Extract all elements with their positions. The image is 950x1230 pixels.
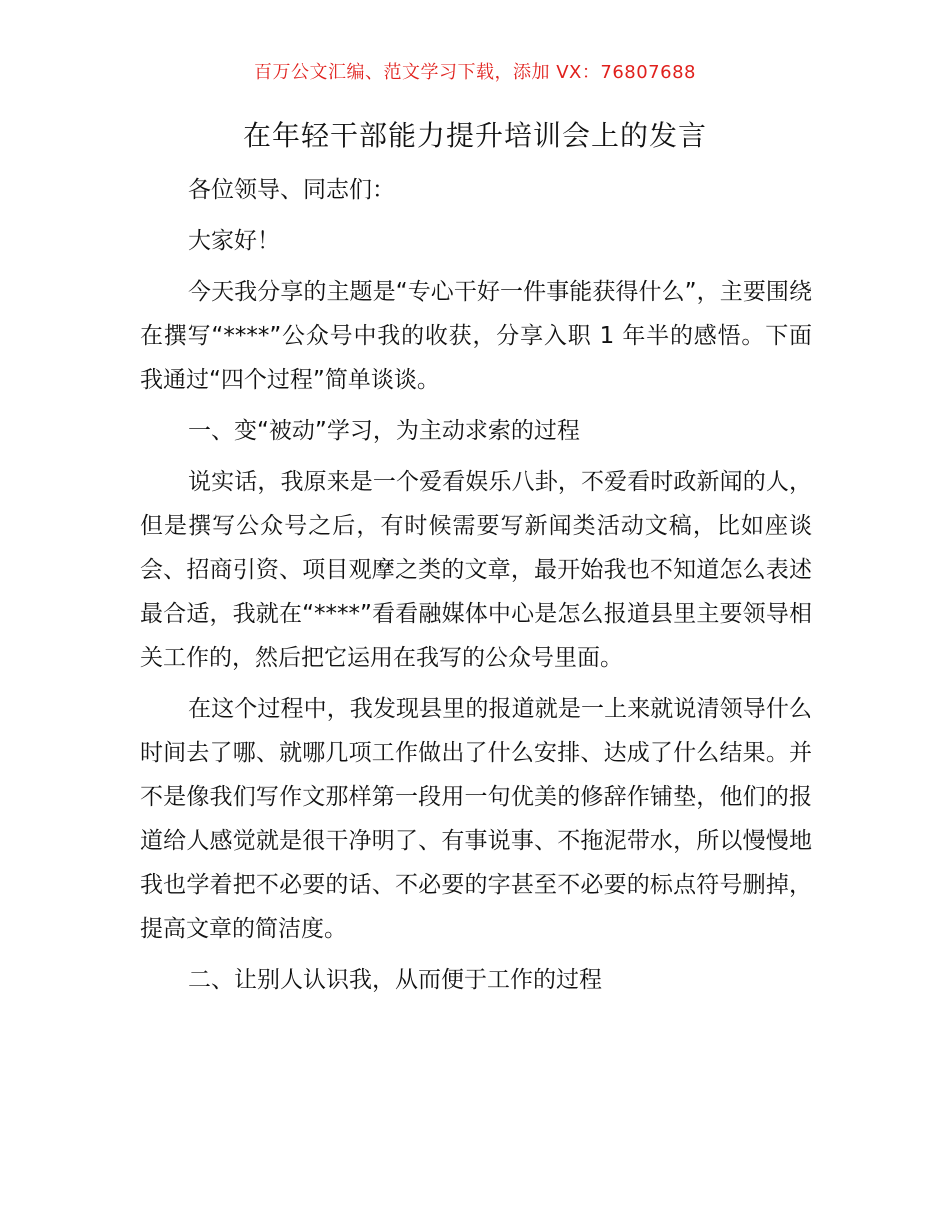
section-heading-2: 二、让别人认识我，从而便于工作的过程	[188, 967, 602, 993]
paragraph-section1-b: 在这个过程中，我发现县里的报道就是一上来就说清领导什么时间去了哪、就哪几项工作做出了什么安排、达成了什么结果。并不是像我们写作文那样第一段用一句优美的修辞作铺垫，他们的报道给人感觉就是很干净明了、有事说事、不拖泥带水，所以慢慢地我也学着把不必要的话、不必要的字甚至不必要的标点符号删掉，提高文章的简洁度。	[140, 696, 812, 942]
paragraph-intro: 今天我分享的主题是“专心干好一件事能获得什么”，主要围绕在撰写“****”公众号中我的收获，分享入职 1 年半的感悟。下面我通过“四个过程”简单谈谈。	[140, 279, 812, 393]
download-banner: 百万公文汇编、范文学习下载，添加 VX：76807688	[254, 62, 696, 83]
paragraph-section1-a: 说实话，我原来是一个爱看娱乐八卦，不爱看时政新闻的人，但是撰写公众号之后，有时候需要写新闻类活动文稿，比如座谈会、招商引资、项目观摩之类的文章，最开始我也不知道怎么表述最合适，我就在“****”看看融媒体中心是怎么报道县里主要领导相关工作的，然后把它运用在我写的公众号里面。	[140, 469, 812, 671]
greeting: 大家好！	[188, 228, 280, 254]
document-body	[140, 168, 812, 1009]
section-heading-1: 一、变“被动”学习，为主动求索的过程	[188, 418, 580, 444]
salutation: 各位领导、同志们：	[188, 177, 395, 203]
document-title: 在年轻干部能力提升培训会上的发言	[242, 119, 707, 152]
